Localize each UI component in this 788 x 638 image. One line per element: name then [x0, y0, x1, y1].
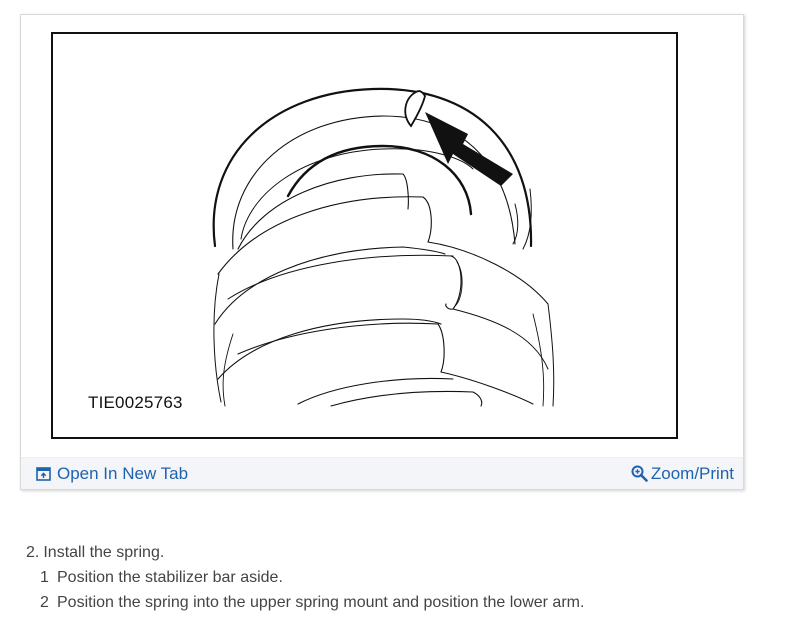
substep-number: 2: [40, 594, 49, 611]
substep-item: [26, 590, 584, 615]
figure-footer: [21, 457, 743, 489]
open-new-tab-icon: [36, 467, 51, 481]
spring-illustration: [51, 32, 678, 439]
procedure-steps: [26, 540, 584, 615]
substep-item: [26, 565, 584, 590]
step-text: Install the spring.: [43, 544, 165, 561]
zoom-in-icon: [631, 465, 648, 482]
substep-text: Position the stabilizer bar aside.: [57, 569, 283, 586]
figure-card: [20, 14, 744, 490]
step-install-spring: [26, 540, 584, 565]
zoom-print-link[interactable]: [631, 464, 734, 484]
open-new-tab-label: Open In New Tab: [57, 463, 189, 483]
open-new-tab-link[interactable]: [36, 464, 188, 484]
substep-text: Position the spring into the upper spring mount and position the lower arm.: [57, 594, 585, 611]
substep-number: 1: [40, 569, 49, 586]
step-number: 2.: [26, 544, 40, 561]
zoom-print-label: Zoom/Print: [650, 463, 734, 483]
figure-id-label: TIE0025763: [88, 393, 183, 412]
spring-mount-drawing: [53, 34, 676, 437]
